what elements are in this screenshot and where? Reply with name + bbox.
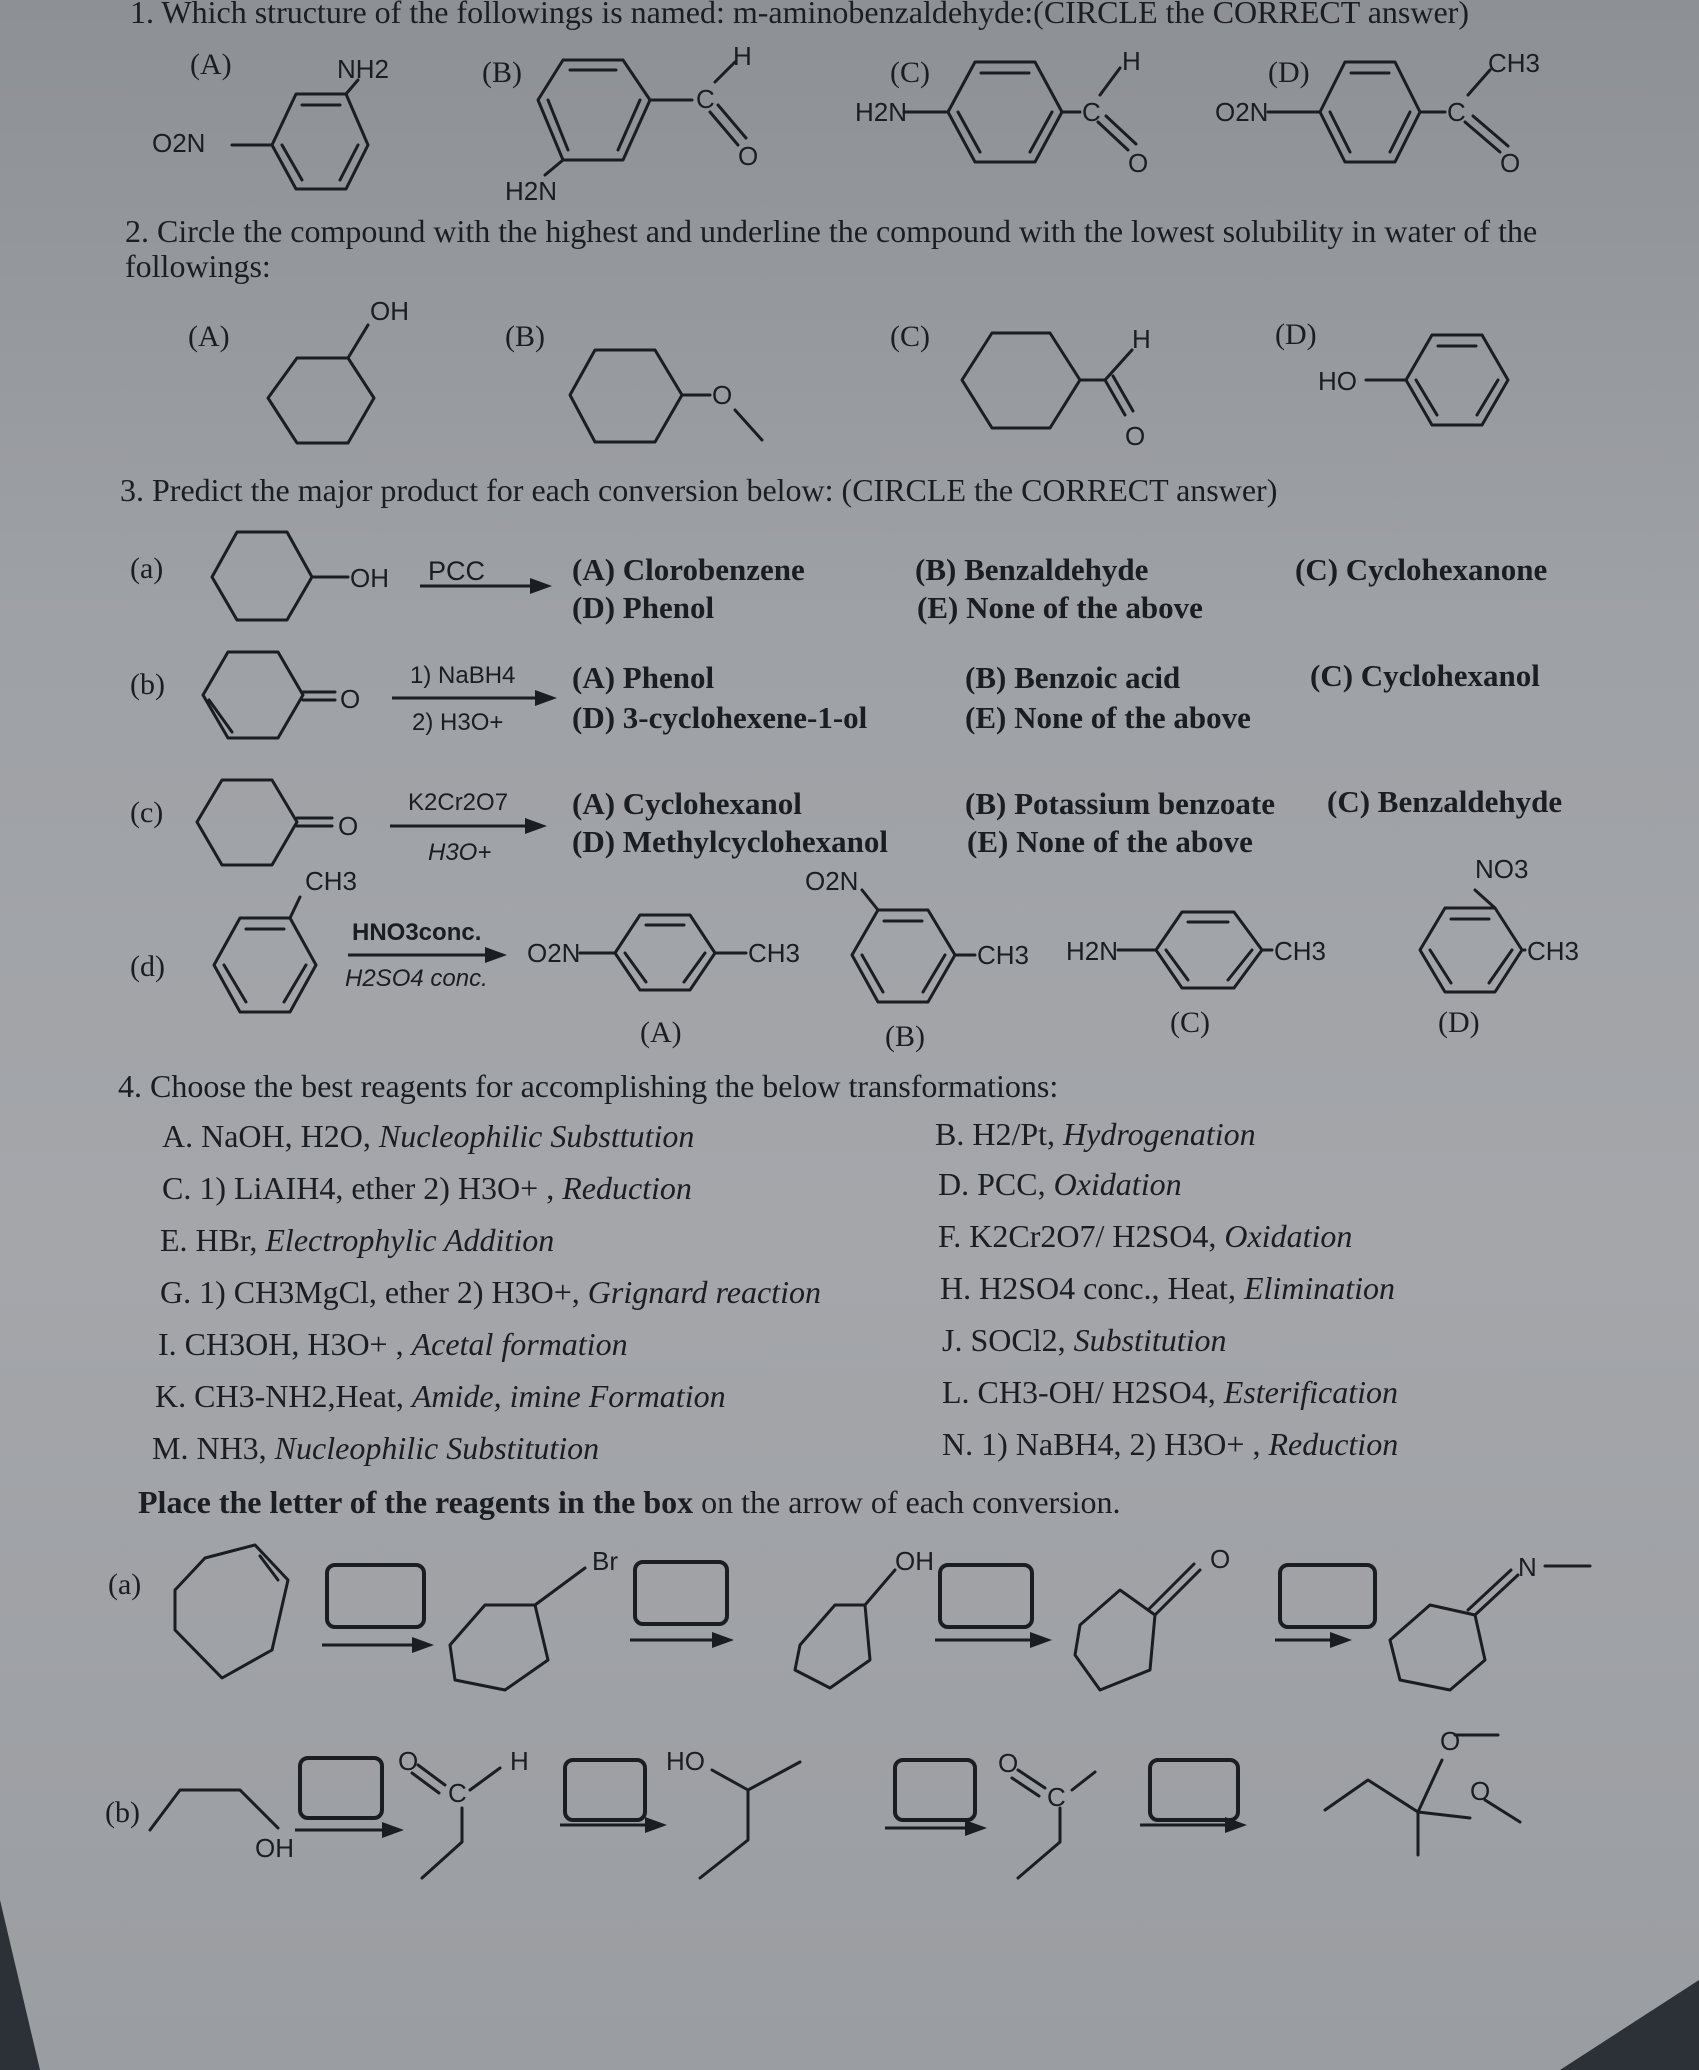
q3c-structure — [197, 780, 547, 866]
reagent-f: F. K2Cr2O7/ H2SO4, Oxidation — [938, 1218, 1353, 1254]
reagent-n: N. 1) NaBH4, 2) H3O+ , Reduction — [942, 1426, 1399, 1462]
q4a-answer-box-4[interactable] — [1280, 1565, 1375, 1627]
q3d-d-ch3: CH3 — [1527, 936, 1580, 966]
q1b-c: C — [696, 84, 715, 114]
q1b-h2n: H2N — [505, 176, 558, 206]
q1d-c: C — [1447, 97, 1466, 127]
q3b-option-a[interactable]: (A) Phenol — [572, 660, 715, 695]
q4b-ho: HO — [666, 1746, 705, 1776]
q3b-option-c[interactable]: (C) Cyclohexanol — [1310, 658, 1540, 693]
q1c-structure — [855, 46, 1148, 178]
q4b-o-3: O — [1440, 1726, 1461, 1756]
q2d-ho: HO — [1318, 366, 1357, 396]
q2-label-d[interactable]: (D) — [1275, 318, 1317, 351]
q1-label-d[interactable]: (D) — [1268, 56, 1310, 89]
q2b-structure — [570, 350, 762, 442]
reagent-d: D. PCC, Oxidation — [938, 1166, 1182, 1202]
q3b-label: (b) — [130, 668, 165, 701]
q1-label-c[interactable]: (C) — [890, 56, 930, 89]
q3d-choice-d[interactable]: (D) — [1438, 1006, 1480, 1039]
q3b-reagent1: 1) NaBH4 — [410, 662, 516, 689]
q4a-answer-box-1[interactable] — [327, 1565, 424, 1627]
q3d-a-o2n: O2N — [527, 938, 581, 968]
q4b-c-1: C — [448, 1778, 467, 1808]
reagent-g: G. 1) CH3MgCl, ether 2) H3O+, Grignard reaction — [160, 1274, 821, 1310]
q3d-choice-b[interactable]: (B) — [885, 1020, 925, 1053]
q3a-option-a[interactable]: (A) Clorobenzene — [572, 552, 805, 587]
q3c-reagent1: K2Cr2O7 — [408, 789, 509, 816]
q3d-choice-a[interactable]: (A) — [640, 1016, 682, 1049]
reagent-l: L. CH3-OH/ H2SO4, Esterification — [942, 1374, 1398, 1410]
q4a-br: Br — [592, 1546, 618, 1576]
q3c-label: (c) — [130, 796, 164, 829]
q3a-reagent: PCC — [428, 556, 486, 586]
q3b-structure — [203, 652, 557, 738]
q3a-option-e[interactable]: (E) None of the above — [917, 590, 1203, 625]
q4b-o-4: O — [1470, 1776, 1491, 1806]
q4a-scheme — [175, 1544, 1590, 1690]
q3d-structure — [214, 866, 507, 1012]
q2a-oh: OH — [370, 296, 409, 326]
q1d-ch3: CH3 — [1488, 48, 1541, 78]
q3d-choice-c[interactable]: (C) — [1170, 1006, 1210, 1039]
q3b-option-d[interactable]: (D) 3-cyclohexene-1-ol — [572, 700, 868, 735]
q3c-o: O — [338, 811, 359, 841]
q1c-h: H — [1122, 46, 1141, 76]
q1a-nh2: NH2 — [337, 54, 390, 84]
q3d-label: (d) — [130, 950, 165, 983]
q4b-h: H — [510, 1746, 529, 1776]
q4a-label: (a) — [108, 1568, 142, 1601]
q2-label-a[interactable]: (A) — [188, 320, 230, 353]
q3a-option-c[interactable]: (C) Cyclohexanone — [1295, 552, 1548, 587]
q3a-oh: OH — [350, 563, 389, 593]
q3-prompt: 3. Predict the major product for each conversion below: (CIRCLE the CORRECT answer) — [120, 472, 1278, 508]
q3d-choice-a-structure — [527, 915, 800, 990]
reagent-a: A. NaOH, H2O, Nucleophilic Substtution — [162, 1118, 695, 1154]
q3d-c-h2n: H2N — [1066, 936, 1119, 966]
q3d-reagent2: H2SO4 conc. — [345, 965, 488, 992]
q3a-option-d[interactable]: (D) Phenol — [572, 590, 715, 625]
q4a-answer-box-3[interactable] — [940, 1565, 1032, 1627]
q1-label-a[interactable]: (A) — [190, 48, 232, 81]
q1d-structure — [1215, 48, 1540, 178]
q2c-o: O — [1125, 421, 1146, 451]
q1b-o: O — [738, 141, 759, 171]
q2c-h: H — [1132, 324, 1151, 354]
q4a-oh: OH — [895, 1546, 934, 1576]
q1b-structure — [505, 41, 758, 206]
q3a-label: (a) — [130, 552, 164, 585]
reagent-h: H. H2SO4 conc., Heat, Elimination — [940, 1270, 1396, 1306]
q3c-option-c[interactable]: (C) Benzaldehyde — [1327, 784, 1563, 819]
q3d-b-ch3: CH3 — [977, 940, 1030, 970]
reagent-j: J. SOCl2, Substitution — [942, 1322, 1227, 1358]
q1-header: 1. Which structure of the followings is named: m-aminobenzaldehyde:(CIRCLE the CORRECT answer) — [130, 0, 1469, 30]
q1c-o: O — [1128, 148, 1149, 178]
q3a-option-b[interactable]: (B) Benzaldehyde — [915, 552, 1149, 587]
reagent-e: E. HBr, Electrophylic Addition — [160, 1222, 555, 1258]
q4b-answer-box-1[interactable] — [300, 1758, 382, 1818]
reagent-k: K. CH3-NH2,Heat, Amide, imine Formation — [155, 1378, 726, 1414]
q1a-structure — [152, 54, 389, 189]
q3c-option-b[interactable]: (B) Potassium benzoate — [965, 786, 1275, 821]
q1d-o: O — [1500, 148, 1521, 178]
q3d-choice-c-structure — [1066, 912, 1326, 988]
q1b-h: H — [733, 41, 752, 71]
q4b-label: (b) — [105, 1796, 140, 1829]
q4b-oh: OH — [255, 1833, 294, 1863]
q3b-option-e[interactable]: (E) None of the above — [965, 700, 1251, 735]
q4-instruction: Place the letter of the reagents in the box on the arrow of each conversion. — [138, 1484, 1121, 1520]
q4b-c-2: C — [1047, 1782, 1066, 1812]
q3d-ch3: CH3 — [305, 866, 358, 896]
q3b-reagent2: 2) H3O+ — [412, 709, 504, 736]
q3b-o: O — [340, 684, 361, 714]
q3d-choice-d-structure — [1420, 854, 1579, 992]
q4b-o-2: O — [998, 1748, 1019, 1778]
q2-label-b[interactable]: (B) — [505, 320, 545, 353]
q2a-structure — [268, 296, 409, 443]
q2c-structure — [962, 324, 1151, 451]
reagent-i: I. CH3OH, H3O+ , Acetal formation — [158, 1326, 628, 1362]
q1c-h2n: H2N — [855, 97, 908, 127]
q1c-c: C — [1082, 97, 1101, 127]
q3b-option-b[interactable]: (B) Benzoic acid — [965, 660, 1181, 695]
q3d-c-ch3: CH3 — [1274, 936, 1327, 966]
q2-prompt: 2. Circle the compound with the highest and underline the compound with the lowest solubility in water of the followings: — [125, 213, 1538, 284]
q1d-o2n: O2N — [1215, 97, 1269, 127]
q4b-scheme — [150, 1726, 1520, 1878]
q3c-option-d[interactable]: (D) Methylcyclohexanol — [572, 824, 888, 859]
q4a-o: O — [1210, 1544, 1231, 1574]
q4b-answer-box-4[interactable] — [1150, 1760, 1238, 1820]
q4-prompt: 4. Choose the best reagents for accomplishing the below transformations: — [118, 1068, 1059, 1104]
q2-label-c[interactable]: (C) — [890, 320, 930, 353]
q2d-structure — [1318, 335, 1508, 425]
reagent-b: B. H2/Pt, Hydrogenation — [935, 1116, 1256, 1152]
q4a-answer-box-2[interactable] — [635, 1562, 727, 1624]
q4b-answer-box-2[interactable] — [565, 1760, 645, 1820]
reagent-c: C. 1) LiAIH4, ether 2) H3O+ , Reduction — [162, 1170, 692, 1206]
q4b-o-1: O — [398, 1746, 419, 1776]
q1a-o2n: O2N — [152, 128, 206, 158]
q3d-a-ch3: CH3 — [748, 938, 801, 968]
q4a-n: N — [1518, 1552, 1537, 1582]
q3c-option-a[interactable]: (A) Cyclohexanol — [572, 786, 802, 821]
q3c-option-e[interactable]: (E) None of the above — [967, 824, 1253, 859]
q2b-o: O — [712, 380, 733, 410]
q3d-choice-b-structure — [805, 866, 1029, 1002]
reagent-m: M. NH3, Nucleophilic Substitution — [152, 1430, 600, 1466]
q3a-structure — [212, 532, 552, 620]
q4b-answer-box-3[interactable] — [895, 1760, 975, 1820]
q1-label-b[interactable]: (B) — [482, 56, 522, 89]
q3c-reagent2: H3O+ — [428, 839, 492, 866]
q3d-b-o2n: O2N — [805, 866, 859, 896]
q3d-d-no3: NO3 — [1475, 854, 1529, 884]
q3d-reagent1: HNO3conc. — [352, 919, 482, 946]
